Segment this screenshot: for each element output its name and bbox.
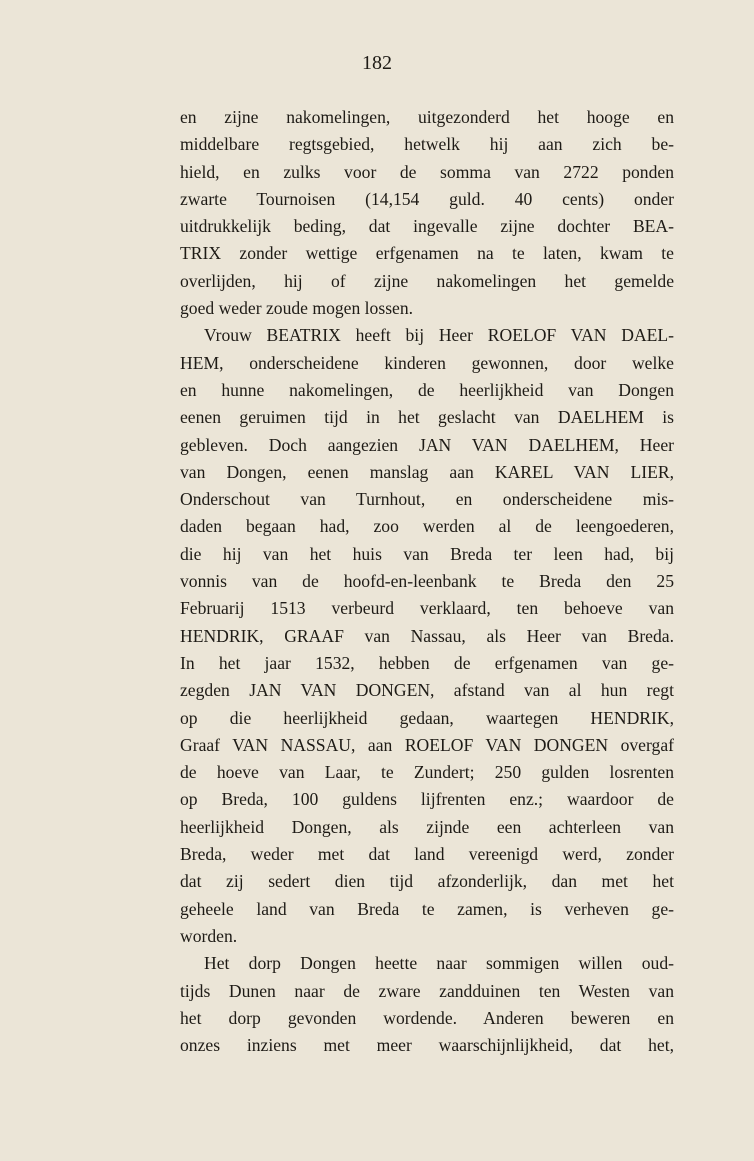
text-line: Graaf VAN NASSAU, aan ROELOF VAN DONGEN overgaf (180, 734, 674, 755)
text-line: het dorp gevonden wordende. Anderen beweren en (180, 1007, 674, 1028)
text-line: dat zij sedert dien tijd afzonderlijk, dan met het (180, 871, 674, 892)
text-line: overlijden, hij of zijne nakomelingen het gemelde (180, 270, 674, 291)
page-number: 182 (362, 52, 392, 74)
text-line: geheele land van Breda te zamen, is verheven ge- (180, 898, 674, 919)
body-text (180, 104, 674, 1059)
text-line: Vrouw BEATRIX heeft bij Heer ROELOF VAN DAEL- (204, 325, 674, 346)
text-line: onzes inziens met meer waarschijnlijkheid, dat het, (180, 1035, 674, 1056)
text-line: goed weder zoude mogen lossen. (180, 298, 414, 319)
text-line: de hoeve van Laar, te Zundert; 250 gulden losrenten (180, 762, 674, 783)
text-line: en zijne nakomelingen, uitgezonderd het hooge en (180, 107, 674, 127)
text-line: op die heerlijkheid gedaan, waartegen HENDRIK, (180, 707, 674, 728)
text-line: HENDRIK, GRAAF van Nassau, als Heer van Breda. (180, 625, 674, 646)
text-line: HEM, onderscheidene kinderen gewonnen, door welke (180, 352, 674, 373)
text-line: Onderschout van Turnhout, en onderscheidene mis- (180, 489, 674, 510)
text-line: gebleven. Doch aangezien JAN VAN DAELHEM, Heer (180, 434, 674, 455)
text-line: Het dorp Dongen heette naar sommigen willen oud- (204, 953, 674, 974)
text-line: Breda, weder met dat land vereenigd werd, zonder (180, 844, 674, 865)
text-line: van Dongen, eenen manslag aan KAREL VAN LIER, (180, 461, 674, 482)
text-line: zegden JAN VAN DONGEN, afstand van al hun regt (180, 680, 674, 701)
text-line: In het jaar 1532, hebben de erfgenamen van ge- (180, 652, 674, 673)
text-line: eenen geruimen tijd in het geslacht van DAELHEM is (180, 407, 674, 428)
text-line: TRIX zonder wettige erfgenamen na te laten, kwam te (180, 243, 674, 264)
text-line: daden begaan had, zoo werden al de leengoederen, (180, 516, 674, 537)
text-line: tijds Dunen naar de zware zandduinen ten Westen van (180, 980, 674, 1001)
text-line: en hunne nakomelingen, de heerlijkheid van Dongen (180, 379, 674, 400)
text-line: heerlijkheid Dongen, als zijnde een achterleen van (180, 816, 674, 837)
text-line: worden. (180, 925, 238, 946)
text-line: die hij van het huis van Breda ter leen had, bij (180, 543, 674, 564)
text-line: uitdrukkelijk beding, dat ingevalle zijne dochter BEA- (180, 216, 674, 237)
text-line: hield, en zulks voor de somma van 2722 ponden (180, 161, 674, 182)
text-line: zwarte Tournoisen (14,154 guld. 40 cents) onder (180, 188, 674, 209)
text-line: Februarij 1513 verbeurd verklaard, ten behoeve van (180, 598, 674, 619)
text-line: middelbare regtsgebied, hetwelk hij aan zich be- (180, 134, 674, 155)
text-line: op Breda, 100 guldens lijfrenten enz.; waardoor de (180, 789, 674, 810)
text-line: vonnis van de hoofd-en-leenbank te Breda den 25 (180, 571, 674, 592)
